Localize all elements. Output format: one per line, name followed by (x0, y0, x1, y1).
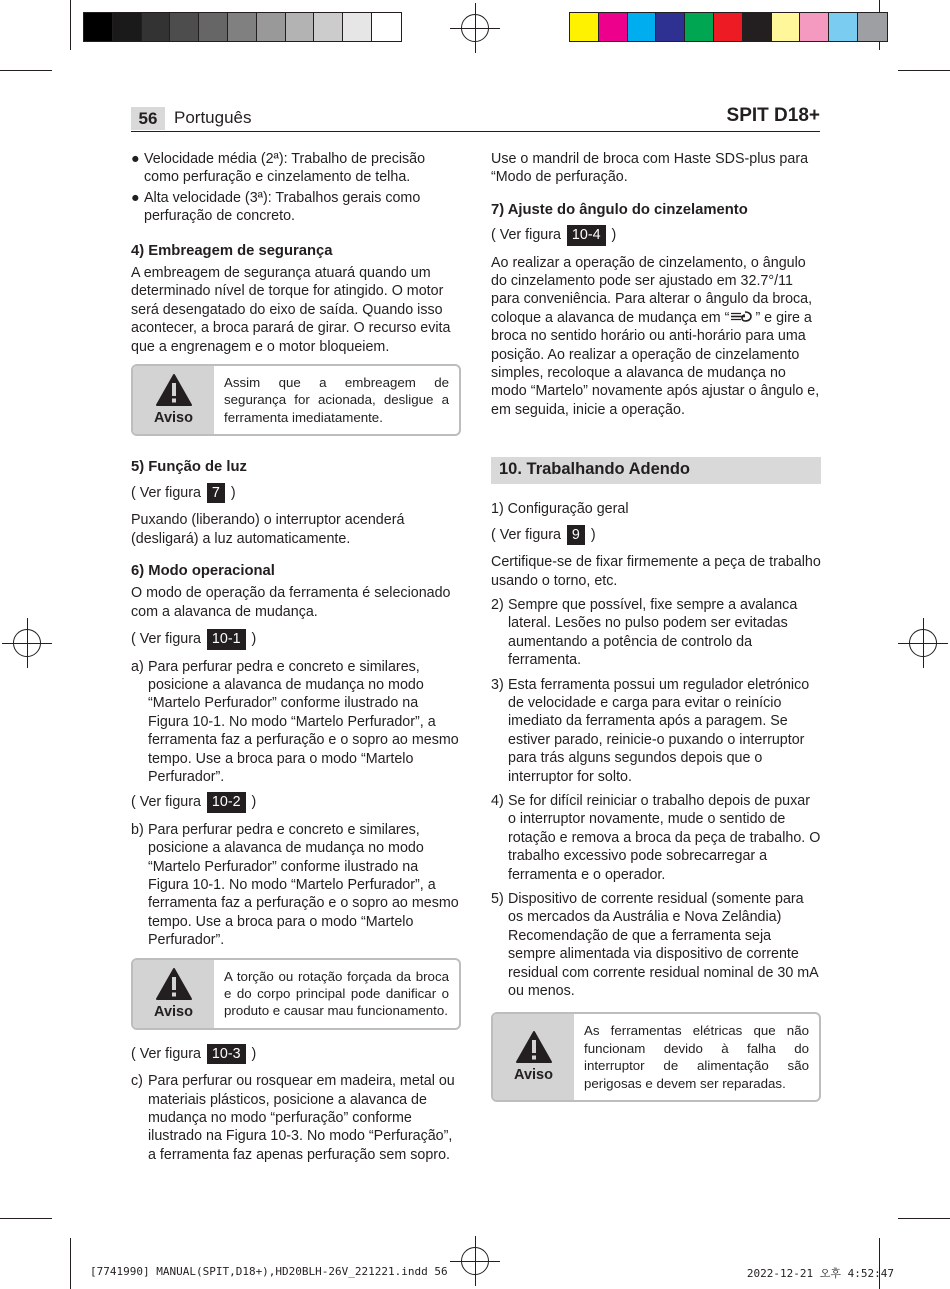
warning-label: Aviso (154, 409, 193, 426)
figure-tag: 10-2 (207, 792, 246, 812)
color-swatch (685, 13, 714, 41)
section-4-title: 4) Embreagem de segurança (131, 242, 333, 259)
color-swatch (257, 13, 286, 41)
color-swatch (228, 13, 257, 41)
color-swatch (570, 13, 599, 41)
warning-box (131, 958, 461, 1030)
list-item: c) Para perfurar ou rosquear em madeira, metal ou materiais plásticos, posicione a alavanca de mudança no modo “perfuração” conforme ilustrado na Figura 10-3. No modo “Perfuração”, a ferramenta faz apenas perfuração sem sopro. (131, 1073, 455, 1163)
color-swatch (599, 13, 628, 41)
product-name: SPIT D18+ (726, 105, 820, 126)
section-4-text: A embreagem de segurança atuará quando um determinado nível de torque for atingido. O motor será desengatado do eixo de saída. Quando isso acontecer, a broca parará de girar. O recurso evita que a engrenagem e o motor bloqueiem. (131, 265, 451, 355)
color-swatch (142, 13, 171, 41)
chisel-mode-icon (729, 310, 755, 323)
figure-tag: 10-3 (207, 1044, 246, 1064)
list-item: 3) Esta ferramenta possui um regulador eletrónico de velocidade e carga para evitar o reinício imediato da ferramenta após a paragem. Se estiver parado, reinicie-o puxando o interruptor para trás alguns segundos depois que o interruptor for solto. (491, 676, 810, 785)
list-item: 5) Dispositivo de corrente residual (somente para os mercados da Austrália e Nova Zelândia) Recomendação de que a ferramenta seja sempre alimentada via dispositivo de corrente residual com corrente residual nominal de 30 mA ou menos. (491, 891, 818, 1000)
warning-text: Assim que a embreagem de segurança for acionada, desligue a ferramenta imediatamente. (224, 375, 449, 425)
registration-mark-bottom (461, 1247, 489, 1275)
color-swatch (170, 13, 199, 41)
figure-reference: ( Ver figura 10-4 ) (491, 225, 821, 245)
list-item: ● Velocidade média (2ª): Trabalho de precisão como perfuração e cinzelamento de telha. (131, 151, 426, 186)
figure-tag: 10-4 (567, 225, 606, 245)
list-item: a) Para perfurar pedra e concreto e similares, posicione a alavanca de mudança no modo “Martelo Perfurador” conforme ilustrado na Figura 10-1. No modo “Martelo Perfurador”, a ferramenta faz a perfuração e o sopro ao mesmo tempo. Use a broca para o modo “Martelo Perfurador”. (131, 658, 459, 785)
right-column (491, 150, 821, 1112)
item-1-text: Certifique-se de fixar firmemente a peça de trabalho usando o torno, etc. (491, 554, 821, 589)
registration-mark-left (13, 629, 41, 657)
left-column (131, 150, 461, 1170)
page-header (131, 104, 820, 132)
registration-mark-right (909, 629, 937, 657)
color-swatch (714, 13, 743, 41)
list-item: 2) Sempre que possível, fixe sempre a avalanca lateral. Lesões no pulso podem ser evitadas aumentando a potência de controlo da ferramenta. (491, 596, 798, 669)
section-6-title: 6) Modo operacional (131, 562, 275, 579)
figure-tag: 9 (567, 525, 585, 545)
section-5-title: 5) Função de luz (131, 459, 247, 476)
print-footer-datetime: 2022-12-21 오후 4:52:47 (746, 1267, 894, 1280)
color-swatch (372, 13, 401, 41)
list-item: 1) Configuração geral (491, 501, 629, 518)
print-footer-file: [7741990] MANUAL(SPIT,D18+),HD20BLH-26V_221221.indd 56 (90, 1265, 448, 1278)
figure-reference: ( Ver figura 7 ) (131, 483, 461, 503)
color-swatch (858, 13, 887, 41)
intro-text: Use o mandril de broca com Haste SDS-plus para “Modo de perfuração. (491, 151, 809, 186)
color-swatch (743, 13, 772, 41)
section-7-text: Ao realizar a operação de cinzelamento, o ângulo do cinzelamento pode ser ajustado em 32.7°/11 para conveniência. Para alterar o ângulo da broca, coloque a alavanca de mudança em “ ” e gire a broca no sentido horário ou anti-horário para uma posição. Ao realizar a operação de cinzelamento simples, recoloque a alavanca de mudança no modo “Martelo” novamente após ajustar o ângulo e, em seguida, inicie a operação. (491, 254, 820, 418)
figure-reference: ( Ver figura 10-3 ) (131, 1044, 461, 1064)
color-swatch (628, 13, 657, 41)
color-swatch (84, 13, 113, 41)
color-swatch (656, 13, 685, 41)
color-swatch (829, 13, 858, 41)
warning-box (491, 1012, 821, 1102)
section-10-title: 10. Trabalhando Adendo (491, 457, 821, 484)
section-5-text: Puxando (liberando) o interruptor acenderá (desligará) a luz automaticamente. (131, 512, 405, 547)
warning-triangle-icon (155, 373, 193, 407)
color-swatch (199, 13, 228, 41)
page-number: 56 (131, 107, 165, 130)
section-7-title: 7) Ajuste do ângulo do cinzelamento (491, 201, 748, 218)
warning-label: Aviso (154, 1003, 193, 1020)
color-swatch (343, 13, 372, 41)
list-item: b) Para perfurar pedra e concreto e similares, posicione a alavanca de mudança no modo “Martelo Perfurador” conforme ilustrado na Figura 10-1. No modo “Martelo Perfurador”, a ferramenta faz a perfuração e o sopro ao mesmo tempo. Use a broca para o modo “Martelo Perfurador”. (131, 821, 459, 949)
figure-reference: ( Ver figura 10-2 ) (131, 792, 461, 812)
figure-reference: ( Ver figura 9 ) (491, 525, 821, 545)
color-swatch (772, 13, 801, 41)
list-item: ● Alta velocidade (3ª): Trabalhos gerais como perfuração de concreto. (131, 189, 421, 225)
warning-text: A torção ou rotação forçada da broca e do corpo principal pode danificar o produto e causar mau funcionamento. (224, 968, 449, 1019)
warning-triangle-icon (155, 967, 193, 1001)
warning-triangle-icon (515, 1030, 553, 1064)
color-swatch (314, 13, 343, 41)
warning-box (131, 364, 461, 436)
color-swatch (286, 13, 315, 41)
registration-mark-top (461, 14, 489, 42)
warning-label: Aviso (514, 1067, 553, 1084)
color-swatch (113, 13, 142, 41)
figure-reference: ( Ver figura 10-1 ) (131, 629, 461, 649)
list-item: 4) Se for difícil reiniciar o trabalho depois de puxar o interruptor novamente, mude o sentido de rotação e remova a broca da peça de trabalho. O trabalho excessivo pode sobrecarregar a ferramenta e o operador. (491, 792, 821, 883)
cmyk-color-bar (569, 12, 888, 42)
warning-text: As ferramentas elétricas que não funcionam devido à falha do interruptor de alimentação são perigosas e devem ser reparadas. (584, 1023, 809, 1091)
section-6-text: O modo de operação da ferramenta é selecionado com a alavanca de mudança. (131, 585, 451, 620)
figure-tag: 10-1 (207, 629, 246, 649)
figure-tag: 7 (207, 483, 225, 503)
color-swatch (800, 13, 829, 41)
page-language: Português (174, 108, 252, 127)
gray-color-bar (83, 12, 402, 42)
